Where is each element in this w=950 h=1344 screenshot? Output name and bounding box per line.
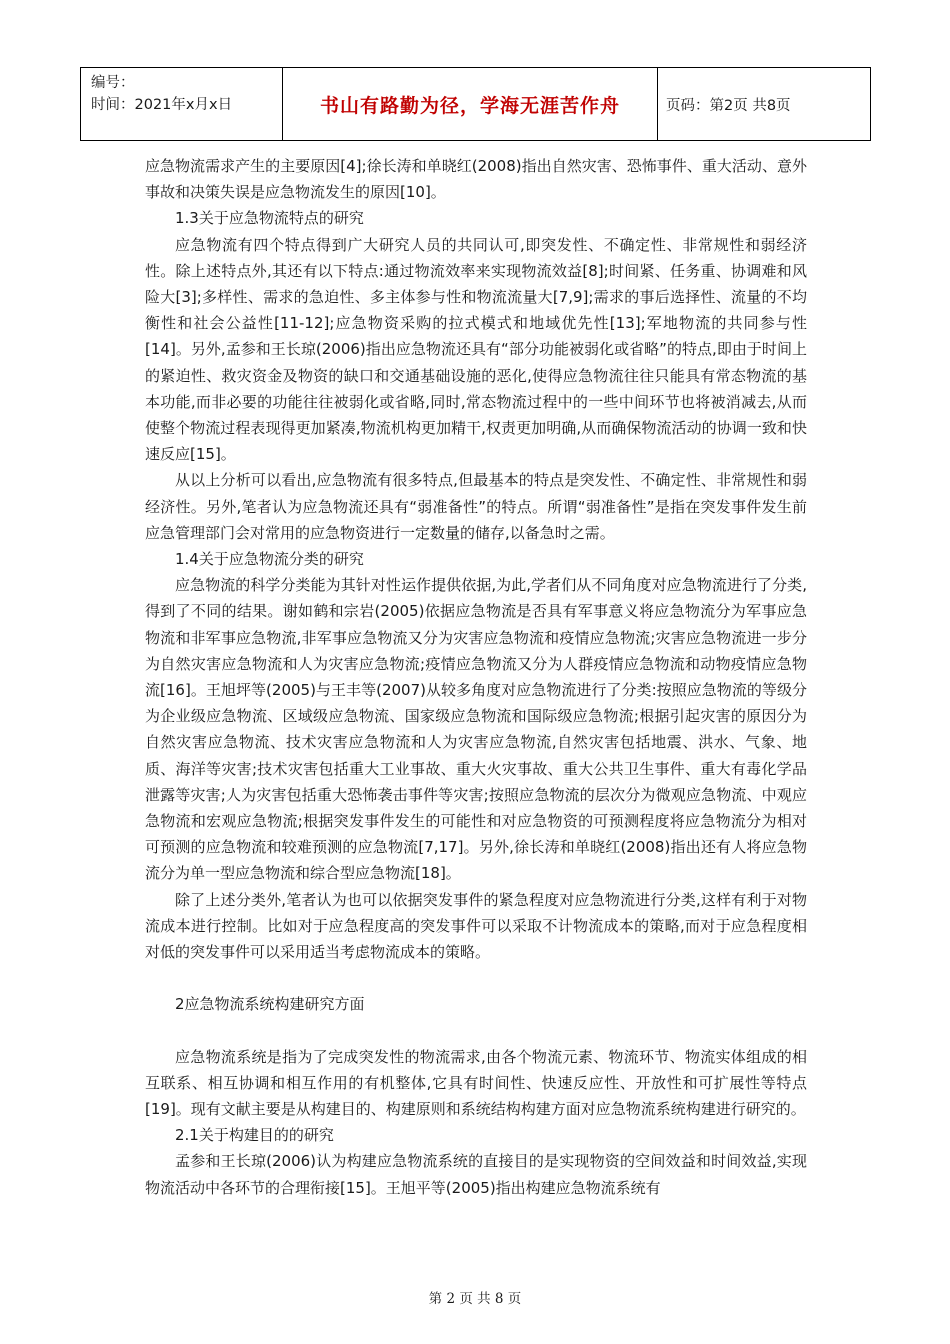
document-body bbox=[145, 153, 807, 1201]
section-heading-1-4: 1.4关于应急物流分类的研究 bbox=[175, 550, 364, 569]
paragraph: 除了上述分类外,笔者认为也可以依据突发事件的紧急程度对应急物流进行分类,这样有利于对物流成本进行控制。比如对于应急程度高的突发事件可以采取不计物流成本的策略,而对于应急程度相对低的突发事件可以采用适当考虑物流成本的策略。 bbox=[145, 890, 807, 962]
header-page-code-cell bbox=[658, 68, 870, 140]
motto: 书山有路勤为径，学海无涯苦作舟 bbox=[319, 94, 620, 117]
header-meta bbox=[81, 68, 283, 140]
section-heading-2-1: 2.1关于构建目的的研究 bbox=[175, 1126, 334, 1145]
paragraph: 应急物流有四个特点得到广大研究人员的共同认可,即突发性、不确定性、非常规性和弱经济性。除上述特点外,其还有以下特点:通过物流效率来实现物流效益[8];时间紧、任务重、协调难和风险大[3];多样性、需求的急迫性、多主体参与性和物流流量大[7,9];需求的事后选择性、流量的不均衡性和社会公益性[11-12];应急物资采购的拉式模式和地域优先性[13];军地物流的共同参与性[14]。另外,孟参和王长琼(2006)指出应急物流还具有“部分功能被弱化或省略”的特点,即由于时间上的紧迫性、救灾资金及物资的缺口和交通基础设施的恶化,使得应急物流往往只能具有常态物流的基本功能,而非必要的功能往往被弱化或省略,同时,常态物流过程中的一些中间环节也将被消减去,从而使整个物流过程表现得更加紧凑,物流机构更加精干,权责更加明确,从而确保物流活动的协调一致和快速反应[15]。 bbox=[145, 235, 807, 464]
section-heading-1-3: 1.3关于应急物流特点的研究 bbox=[175, 209, 364, 228]
spacer bbox=[145, 1018, 807, 1044]
number-label: 编号： bbox=[91, 75, 135, 91]
paragraph: 应急物流系统是指为了完成突发性的物流需求,由各个物流元素、物流环节、物流实体组成的相互联系、相互协调和相互作用的有机整体,它具有时间性、快速反应性、开放性和可扩展性等特点[19]。现有文献主要是从构建目的、构建原则和系统结构构建方面对应急物流系统构建进行研究的。 bbox=[145, 1047, 807, 1118]
section-heading-2: 2应急物流系统构建研究方面 bbox=[175, 995, 365, 1014]
page-footer: 第 2 页 共 8 页 bbox=[428, 1291, 522, 1307]
header-motto-cell bbox=[283, 68, 658, 140]
paragraph: 孟参和王长琼(2006)认为构建应急物流系统的直接目的是实现物资的空间效益和时间效益,实现物流活动中各环节的合理衔接[15]。王旭平等(2005)指出构建应急物流系统有 bbox=[145, 1152, 807, 1197]
paragraph: 应急物流需求产生的主要原因[4];徐长涛和单晓红(2008)指出自然灾害、恐怖事件、重大活动、意外事故和决策失误是应急物流发生的原因[10]。 bbox=[145, 157, 807, 202]
header-table bbox=[80, 67, 871, 141]
paragraph: 应急物流的科学分类能为其针对性运作提供依据,为此,学者们从不同角度对应急物流进行了分类,得到了不同的结果。谢如鹤和宗岩(2005)依据应急物流是否具有军事意义将应急物流分为军事应急物流和非军事应急物流,非军事应急物流又分为灾害应急物流和疫情应急物流;灾害应急物流进一步分为自然灾害应急物流和人为灾害应急物流;疫情应急物流又分为人群疫情应急物流和动物疫情应急物流[16]。王旭坪等(2005)与王丰等(2007)从较多角度对应急物流进行了分类:按照应急物流的等级分为企业级应急物流、区域级应急物流、国家级应急物流和国际级应急物流;根据引起灾害的原因分为自然灾害应急物流、技术灾害应急物流和人为灾害应急物流,自然灾害包括地震、洪水、气象、地质、海洋等灾害;技术灾害包括重大工业事故、重大火灾事故、重大公共卫生事件、重大有毒化学品泄露等灾害;人为灾害包括重大恐怖袭击事件等灾害;按照应急物流的层次分为微观应急物流、中观应急物流和宏观应急物流;根据突发事件发生的可能性和对应急物资的可预测程度将应急物流分为相对可预测的应急物流和较难预测的应急物流[7,17]。另外,徐长涛和单晓红(2008)指出还有人将应急物流分为单一型应急物流和综合型应急物流[18]。 bbox=[145, 576, 807, 883]
paragraph: 从以上分析可以看出,应急物流有很多特点,但最基本的特点是突发性、不确定性、非常规性和弱经济性。另外,笔者认为应急物流还具有“弱准备性”的特点。所谓“弱准备性”是指在突发事件发生前应急管理部门会对常用的应急物资进行一定数量的储存,以备急时之需。 bbox=[145, 471, 807, 542]
spacer bbox=[145, 965, 807, 991]
page-code: 页码：第2页 共8页 bbox=[666, 97, 791, 114]
time-label: 时间：2021年x月x日 bbox=[91, 97, 233, 113]
